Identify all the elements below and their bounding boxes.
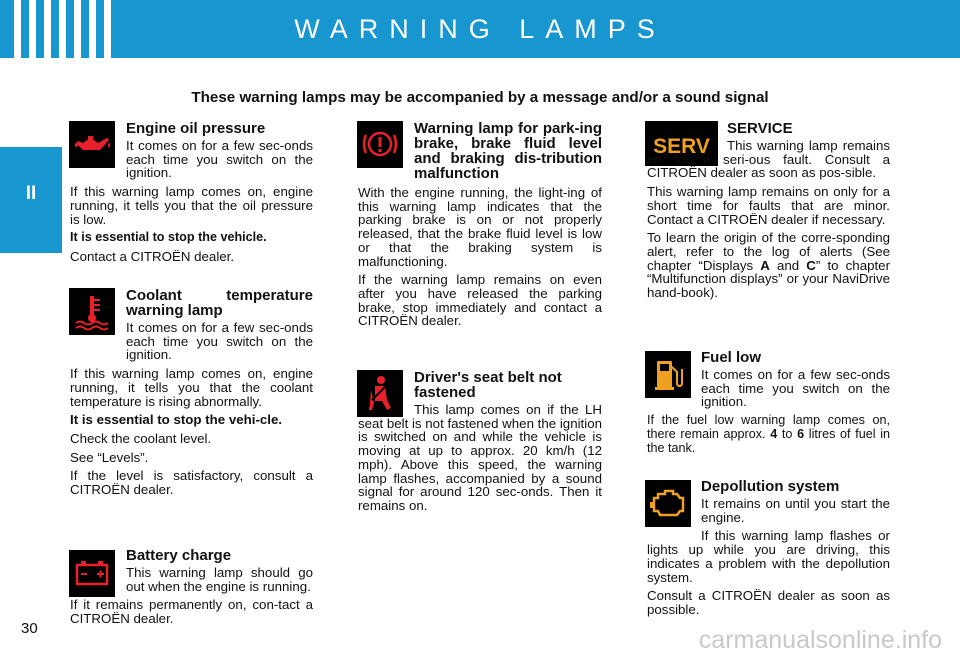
brake-title: Warning lamp for park-ing brake, brake fluid level and braking dis-tribution malfunction xyxy=(414,120,602,182)
brake-section xyxy=(358,121,602,333)
oil-section xyxy=(70,121,313,269)
seatbelt-text: This lamp comes on if the LH seat belt is not fastened when the ignition is switched on and while the vehicle is moving at up to approx. 20 km/h (12 mph). Above this speed, the warning lamp flashes, accompanied by a sound signal for around 120 sec-onds. Then it remains on. xyxy=(358,402,602,513)
watermark: carmanualsonline.info xyxy=(698,626,942,654)
service-text: This warning lamp remains on for a seri-ous fault. Consult a CITROËN dealer as soon as pos-sible. xyxy=(647,138,890,181)
chapter-label: II xyxy=(25,183,37,204)
fuel-title: Fuel low xyxy=(701,349,761,366)
service-section xyxy=(647,121,890,305)
brake-text: With the engine running, the light-ing of this warning lamp indicates that the parking brake is on or not properly released, that the brake fluid level is low or that the braking system is malfunctioning. xyxy=(358,185,602,269)
fuel-section xyxy=(647,350,890,460)
battery-section xyxy=(70,548,313,631)
serv-icon-label: SERV xyxy=(653,135,710,158)
oil-text: If this warning lamp comes on, engine running, it tells you that the oil pressure is low. xyxy=(70,184,313,227)
page-subtitle: These warning lamps may be accompanied by a message and/or a sound signal xyxy=(191,89,769,106)
battery-text: If it remains permanently on, con-tact a CITROËN dealer. xyxy=(70,597,313,627)
depollution-title: Depollution system xyxy=(701,478,840,495)
oil-text: It comes on for a few sec-onds each time you switch on the ignition. xyxy=(126,138,313,181)
oil-text: Contact a CITROËN dealer. xyxy=(70,248,235,264)
fuel-text: It comes on for a few sec-onds each time you switch on the ignition. xyxy=(701,367,890,410)
coolant-text: If this warning lamp comes on, engine running, it tells you that the coolant temperature is rising abnormally. xyxy=(70,366,313,409)
depollution-text: Consult a CITROËN dealer as soon as possible. xyxy=(647,588,890,617)
service-title: SERVICE xyxy=(727,120,793,137)
depollution-text: It remains on until you start the engine. xyxy=(701,496,890,525)
depollution-section xyxy=(647,479,890,622)
depollution-text: If this warning lamp flashes or lights up while you are driving, this indicates a problem with the depollution system. xyxy=(647,528,890,585)
fuel-text: If the fuel low warning lamp comes on, there remain approx. 4 to 6 litres of fuel in the tank. xyxy=(647,413,890,455)
coolant-warning: It is essential to stop the vehi-cle. xyxy=(70,412,283,428)
brake-text: If the warning lamp remains on even after you have released the parking brake, stop immediately and contact a CITROËN dealer. xyxy=(358,272,602,329)
service-text: To learn the origin of the corre-sponding alert, refer to the log of alerts (See chapter “Displays A and C” to chapter “Multifunction displays” or your NaviDrive hand-book). xyxy=(647,230,891,301)
coolant-text: See “Levels”. xyxy=(70,449,149,465)
coolant-section xyxy=(70,288,313,502)
service-text: This warning lamp remains on only for a short time for faults that are minor. Contact a CITROËN dealer if necessary. xyxy=(647,184,890,227)
seatbelt-section xyxy=(358,370,602,518)
seatbelt-title: Driver's seat belt not fastened xyxy=(414,369,562,401)
header-bar xyxy=(0,0,960,58)
battery-title: Battery charge xyxy=(126,547,232,564)
coolant-text: If the level is satisfactory, consult a CITROËN dealer. xyxy=(70,468,313,498)
coolant-text: It comes on for a few sec-onds each time you switch on the ignition. xyxy=(126,320,313,363)
page-number: 30 xyxy=(21,620,38,637)
oil-title: Engine oil pressure xyxy=(126,120,266,137)
page-title: WARNING LAMPS xyxy=(294,14,666,44)
coolant-title: Coolant temperature warning lamp xyxy=(126,287,313,319)
oil-warning: It is essential to stop the vehicle. xyxy=(70,230,267,245)
coolant-text: Check the coolant level. xyxy=(70,430,212,446)
battery-text: This warning lamp should go out when the engine is running. xyxy=(126,565,313,594)
